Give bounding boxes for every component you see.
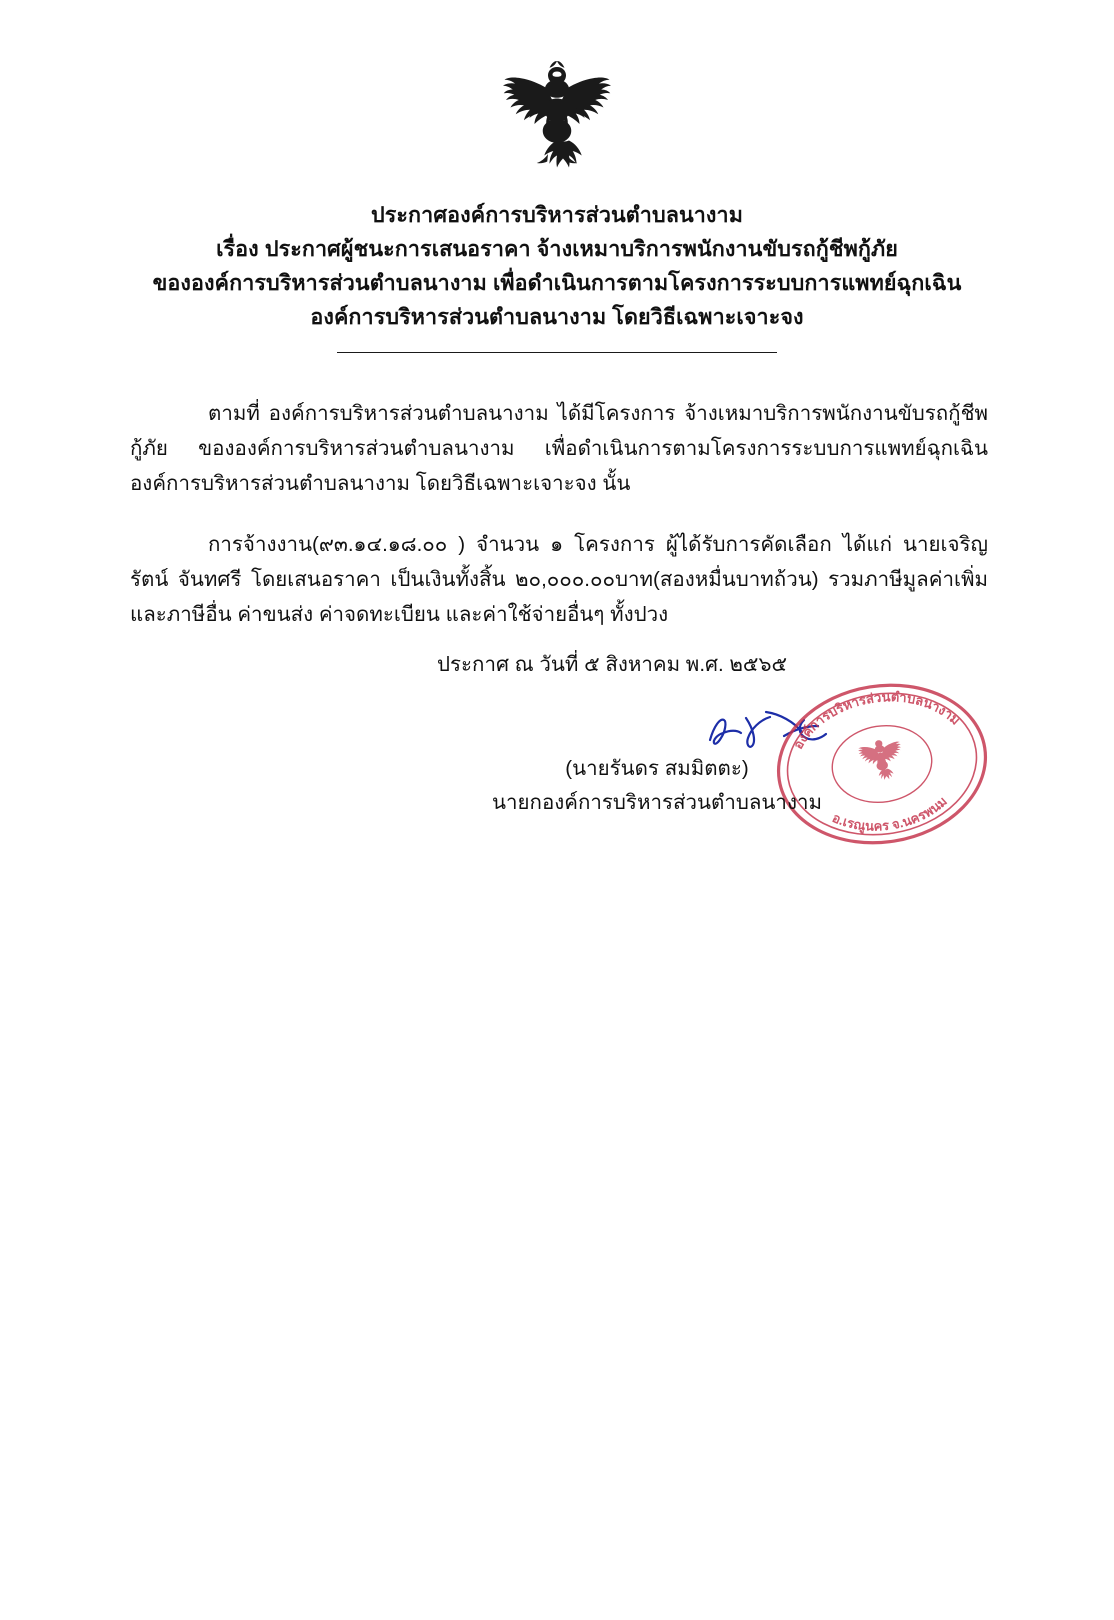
body-paragraph-2-text: การจ้างงาน(๙๓.๑๔.๑๘.๐๐ ) จำนวน ๑ โครงการ ผู้ได้รับการคัดเลือก ได้แก่ นายเจริญรัตน์ จันทศรี โดยเสนอราคา เป็นเงินทั้งสิ้น ๒๐,๐๐๐.๐๐บาท(สองหมื่นบาทถ้วน) รวมภาษีมูลค่าเพิ่มและภาษีอื่น ค่าขนส่ง ค่าจดทะเบียน และค่าใช้จ่ายอื่นๆ ทั้งปวง bbox=[130, 533, 988, 626]
body-paragraph-1 bbox=[130, 396, 988, 501]
stamp-top-text: องค์การบริหารส่วนตำบลนางาม bbox=[790, 689, 964, 752]
header-line-2: เรื่อง ประกาศผู้ชนะการเสนอราคา จ้างเหมาบริการพนักงานขับรถกู้ชีพกู้ภัย bbox=[216, 237, 898, 261]
signature-block bbox=[0, 752, 1114, 820]
header-line-4: องค์การบริหารส่วนตำบลนางาม โดยวิธีเฉพาะเจาะจง bbox=[310, 305, 804, 329]
header-divider bbox=[337, 352, 777, 353]
emblem-container bbox=[0, 52, 1114, 202]
header-line-1: ประกาศองค์การบริหารส่วนตำบลนางาม bbox=[371, 203, 743, 227]
garuda-emblem bbox=[482, 52, 632, 202]
stamp-bottom-text: อ.เรณูนคร จ.นครพนม bbox=[829, 793, 950, 834]
signer-name: (นายรันดร สมมิตตะ) bbox=[565, 757, 749, 780]
header-line-3: ขององค์การบริหารส่วนตำบลนางาม เพื่อดำเนินการตามโครงการระบบการแพทย์ฉุกเฉิน bbox=[152, 271, 962, 295]
announcement-header bbox=[0, 198, 1114, 334]
document-body bbox=[130, 396, 988, 658]
signer-position: นายกองค์การบริหารส่วนตำบลนางาม bbox=[492, 791, 822, 814]
body-paragraph-2 bbox=[130, 527, 988, 632]
dateline: ประกาศ ณ วันที่ ๕ สิงหาคม พ.ศ. ๒๕๖๕ bbox=[437, 653, 787, 676]
body-paragraph-1-text: ตามที่ องค์การบริหารส่วนตำบลนางาม ได้มีโครงการ จ้างเหมาบริการพนักงานขับรถกู้ชีพกู้ภัย ขององค์การบริหารส่วนตำบลนางาม เพื่อดำเนินการตามโครงการระบบการแพทย์ฉุกเฉินองค์การบริหารส่วนตำบลนางาม โดยวิธีเฉพาะเจาะจง นั้น bbox=[130, 402, 988, 495]
